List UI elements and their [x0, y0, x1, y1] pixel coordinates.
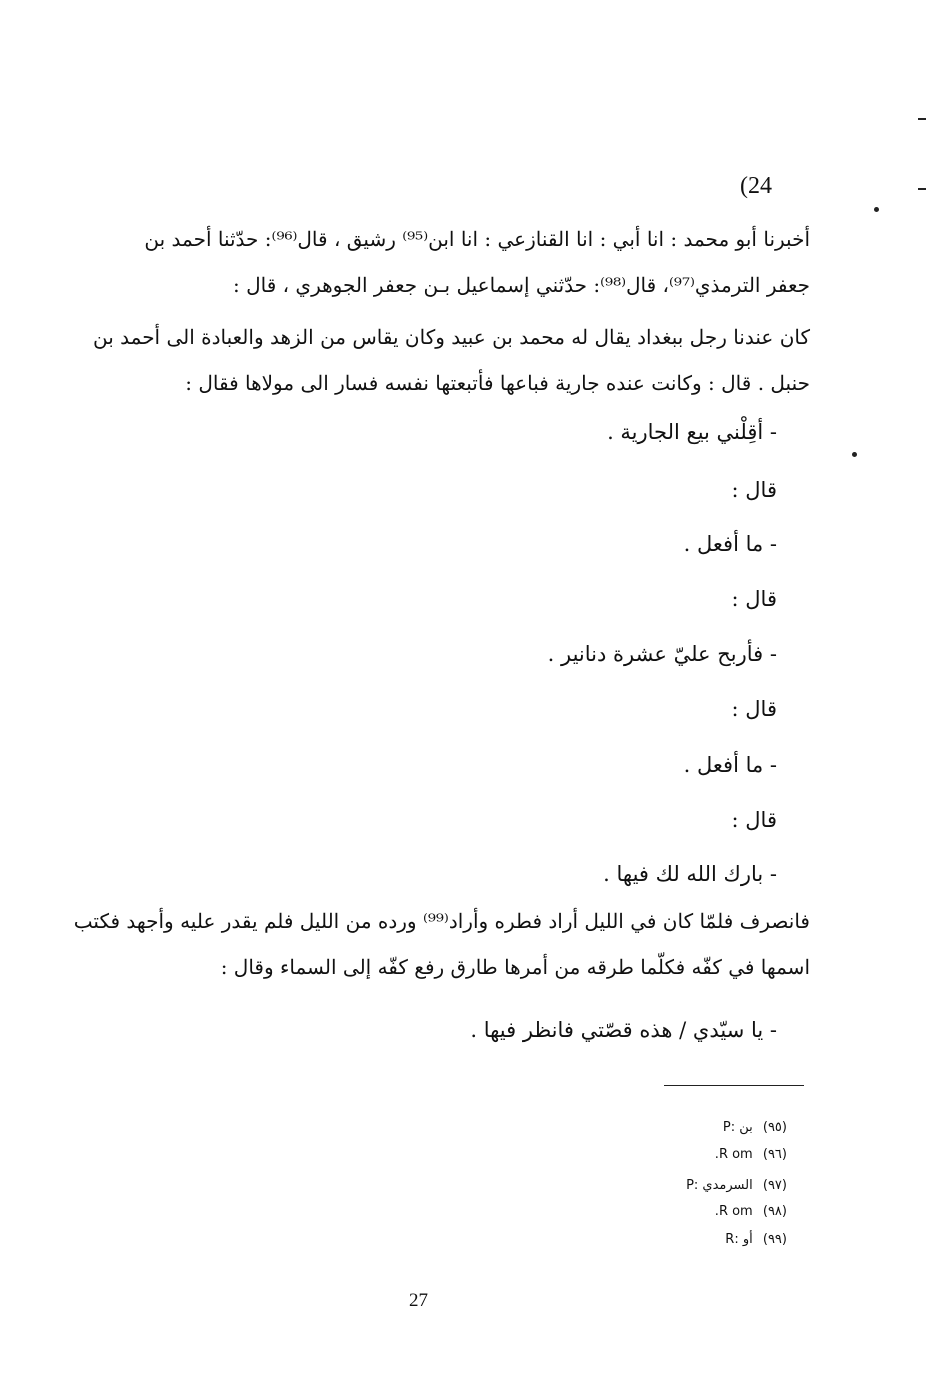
footnote — [715, 1147, 787, 1162]
footnote-number: (٩٥) — [762, 1120, 787, 1135]
footnote-divider — [664, 1085, 804, 1086]
dialogue-line: - أقِلْني بيع الجارية . — [607, 420, 777, 444]
paragraph-line: أخبرنا أبو محمد : انا أبي : انا القنازعي : انا ابن⁽⁹⁵⁾ رشيق ، قال⁽⁹⁶⁾: حدّثنا أحمد بن — [144, 227, 810, 251]
dialogue-line: - بارك الله لك فيها . — [603, 862, 777, 886]
footnote-number: (٩٨) — [762, 1204, 787, 1219]
footnote-text: بن :P — [722, 1120, 753, 1135]
footnote-number: (٩٦) — [762, 1147, 787, 1162]
paragraph-line: فانصرف فلمّا كان في الليل أراد فطره وأراد⁽⁹⁹⁾ ورده من الليل فلم يقدر عليه وأجهد فكتب — [73, 909, 810, 933]
scan-speck — [874, 207, 879, 212]
dialogue-line: قال : — [731, 697, 777, 721]
paragraph-line: حنبل . قال : وكانت عنده جارية فباعها فأتبعتها نفسه فسار الى مولاها فقال : — [185, 371, 810, 395]
dialogue-line: قال : — [731, 808, 777, 832]
paragraph-line: جعفر الترمذي⁽⁹⁷⁾، قال⁽⁹⁸⁾: حدّثني إسماعيل بـن جعفر الجوهري ، قال : — [232, 273, 810, 297]
dialogue-line: - ما أفعل . — [683, 753, 777, 777]
dialogue-line-final: - يا سيّدي / هذه قصّتي فانظر فيها . — [470, 1018, 777, 1042]
footnote-number: (٩٩) — [762, 1232, 787, 1247]
footnote-text: السرمدي :P — [686, 1178, 753, 1193]
scan-speck — [852, 452, 857, 457]
section-marker: (24 — [740, 173, 772, 199]
paragraph-line: كان عندنا رجل ببغداد يقال له محمد بن عبيد وكان يقاس من الزهد والعبادة الى أحمد بن — [92, 325, 810, 349]
paragraph-line: اسمها في كفّه فكلّما طرقه من أمرها طارق رفع كفّه إلى السماء وقال : — [220, 955, 810, 979]
dialogue-line: قال : — [731, 478, 777, 502]
dialogue-line: - ما أفعل . — [683, 532, 777, 556]
paragraph-story-end — [30, 898, 810, 990]
scan-mark — [918, 118, 926, 120]
footnote-number: (٩٧) — [762, 1178, 787, 1193]
dialogue-line: قال : — [731, 587, 777, 611]
footnote — [723, 1120, 787, 1135]
paragraph-isnad — [30, 216, 810, 308]
footnote-text: R om. — [714, 1204, 753, 1219]
page-number: 27 — [409, 1290, 428, 1311]
dialogue-line: - فأربح عليّ عشرة دنانير . — [547, 642, 777, 666]
footnote — [715, 1204, 787, 1219]
paragraph-story-intro — [30, 314, 810, 406]
footnote — [686, 1178, 787, 1193]
footnote — [725, 1232, 787, 1247]
footnote-text: أو :R — [725, 1232, 753, 1247]
scan-mark — [918, 188, 926, 190]
footnote-text: R om. — [714, 1147, 753, 1162]
